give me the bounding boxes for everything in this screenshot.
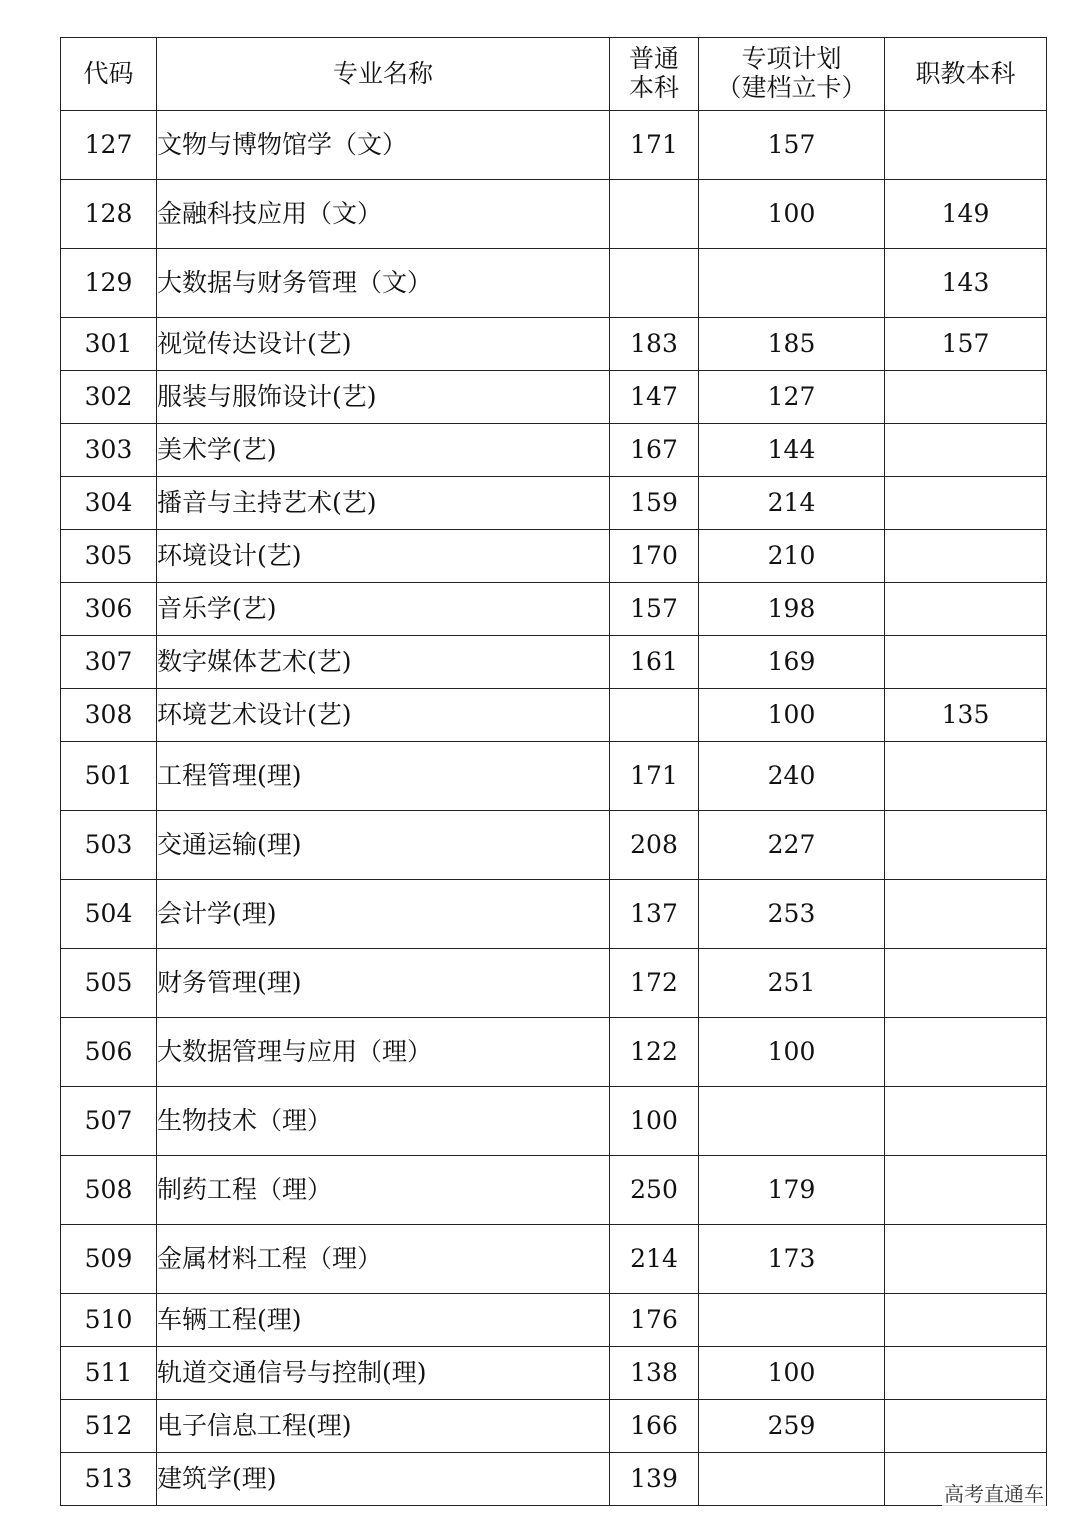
cell-name: 视觉传达设计(艺) xyxy=(157,318,610,371)
table-row xyxy=(61,880,1047,949)
cell-regular xyxy=(610,689,699,742)
cell-regular: 122 xyxy=(610,1018,699,1087)
cell-name: 工程管理(理) xyxy=(157,742,610,811)
cell-regular: 170 xyxy=(610,530,699,583)
header-special-line1: 专项计划 xyxy=(741,44,842,74)
cell-regular: 100 xyxy=(610,1087,699,1156)
cell-special: 179 xyxy=(699,1156,885,1225)
cell-special: 169 xyxy=(699,636,885,689)
table-row xyxy=(61,689,1047,742)
cell-vocational: 135 xyxy=(885,689,1047,742)
cell-special: 100 xyxy=(699,1347,885,1400)
cell-regular xyxy=(610,249,699,318)
cell-regular: 171 xyxy=(610,742,699,811)
cell-vocational xyxy=(885,477,1047,530)
cell-vocational xyxy=(885,111,1047,180)
cell-regular: 171 xyxy=(610,111,699,180)
table-row xyxy=(61,583,1047,636)
cell-code: 513 xyxy=(61,1453,157,1506)
cell-vocational: 157 xyxy=(885,318,1047,371)
cell-code: 505 xyxy=(61,949,157,1018)
header-special xyxy=(699,38,885,111)
header-regular xyxy=(610,38,699,111)
cell-name: 财务管理(理) xyxy=(157,949,610,1018)
table-row xyxy=(61,111,1047,180)
cell-regular: 172 xyxy=(610,949,699,1018)
cell-regular: 208 xyxy=(610,811,699,880)
cell-special: 100 xyxy=(699,180,885,249)
table-row xyxy=(61,530,1047,583)
cell-name: 环境艺术设计(艺) xyxy=(157,689,610,742)
cell-name: 服装与服饰设计(艺) xyxy=(157,371,610,424)
table-row xyxy=(61,318,1047,371)
cell-vocational xyxy=(885,371,1047,424)
table-row xyxy=(61,1225,1047,1294)
cell-special xyxy=(699,249,885,318)
cell-vocational xyxy=(885,1225,1047,1294)
table-row xyxy=(61,1347,1047,1400)
cell-name: 生物技术（理） xyxy=(157,1087,610,1156)
cell-special: 100 xyxy=(699,1018,885,1087)
cell-code: 509 xyxy=(61,1225,157,1294)
cell-special: 127 xyxy=(699,371,885,424)
cell-regular: 214 xyxy=(610,1225,699,1294)
cell-special: 198 xyxy=(699,583,885,636)
header-regular-line2: 本科 xyxy=(628,73,679,102)
cell-special xyxy=(699,1453,885,1506)
cell-regular: 167 xyxy=(610,424,699,477)
score-table xyxy=(60,37,1047,1506)
cell-name: 大数据管理与应用（理） xyxy=(157,1018,610,1087)
cell-name: 数字媒体艺术(艺) xyxy=(157,636,610,689)
cell-vocational xyxy=(885,811,1047,880)
table-row xyxy=(61,1294,1047,1347)
cell-regular: 138 xyxy=(610,1347,699,1400)
cell-code: 302 xyxy=(61,371,157,424)
cell-vocational xyxy=(885,1018,1047,1087)
cell-name: 建筑学(理) xyxy=(157,1453,610,1506)
table-row xyxy=(61,742,1047,811)
cell-special: 251 xyxy=(699,949,885,1018)
cell-vocational xyxy=(885,1294,1047,1347)
cell-code: 304 xyxy=(61,477,157,530)
cell-special: 259 xyxy=(699,1400,885,1453)
cell-name: 交通运输(理) xyxy=(157,811,610,880)
cell-code: 501 xyxy=(61,742,157,811)
cell-regular xyxy=(610,180,699,249)
cell-name: 电子信息工程(理) xyxy=(157,1400,610,1453)
cell-code: 512 xyxy=(61,1400,157,1453)
header-vocational: 职教本科 xyxy=(885,38,1047,111)
cell-vocational xyxy=(885,949,1047,1018)
cell-vocational xyxy=(885,530,1047,583)
cell-name: 车辆工程(理) xyxy=(157,1294,610,1347)
header-code: 代码 xyxy=(61,38,157,111)
table-row xyxy=(61,949,1047,1018)
table-row xyxy=(61,371,1047,424)
cell-regular: 157 xyxy=(610,583,699,636)
cell-code: 305 xyxy=(61,530,157,583)
cell-name: 轨道交通信号与控制(理) xyxy=(157,1347,610,1400)
cell-vocational: 149 xyxy=(885,180,1047,249)
cell-name: 音乐学(艺) xyxy=(157,583,610,636)
cell-regular: 147 xyxy=(610,371,699,424)
table-row xyxy=(61,1400,1047,1453)
cell-name: 制药工程（理） xyxy=(157,1156,610,1225)
cell-code: 128 xyxy=(61,180,157,249)
cell-code: 307 xyxy=(61,636,157,689)
cell-code: 308 xyxy=(61,689,157,742)
cell-vocational xyxy=(885,1347,1047,1400)
cell-code: 127 xyxy=(61,111,157,180)
cell-special: 100 xyxy=(699,689,885,742)
table-body xyxy=(61,111,1047,1506)
cell-special xyxy=(699,1294,885,1347)
cell-special: 144 xyxy=(699,424,885,477)
cell-code: 504 xyxy=(61,880,157,949)
cell-special: 210 xyxy=(699,530,885,583)
cell-vocational: 143 xyxy=(885,249,1047,318)
cell-vocational xyxy=(885,1156,1047,1225)
cell-special: 240 xyxy=(699,742,885,811)
table-row xyxy=(61,636,1047,689)
cell-vocational xyxy=(885,1087,1047,1156)
cell-regular: 159 xyxy=(610,477,699,530)
cell-regular: 176 xyxy=(610,1294,699,1347)
cell-special: 227 xyxy=(699,811,885,880)
cell-regular: 183 xyxy=(610,318,699,371)
cell-special xyxy=(699,1087,885,1156)
table-row xyxy=(61,1156,1047,1225)
cell-code: 129 xyxy=(61,249,157,318)
cell-code: 506 xyxy=(61,1018,157,1087)
cell-name: 会计学(理) xyxy=(157,880,610,949)
cell-code: 508 xyxy=(61,1156,157,1225)
cell-vocational xyxy=(885,1400,1047,1453)
cell-code: 511 xyxy=(61,1347,157,1400)
cell-code: 503 xyxy=(61,811,157,880)
header-special-line2: （建档立卡） xyxy=(716,73,867,102)
cell-special: 253 xyxy=(699,880,885,949)
cell-regular: 137 xyxy=(610,880,699,949)
cell-code: 303 xyxy=(61,424,157,477)
cell-vocational xyxy=(885,636,1047,689)
watermark-text: 高考直通车 xyxy=(942,1478,1046,1507)
table-row xyxy=(61,424,1047,477)
cell-regular: 250 xyxy=(610,1156,699,1225)
cell-name: 金属材料工程（理） xyxy=(157,1225,610,1294)
table-row xyxy=(61,811,1047,880)
cell-regular: 166 xyxy=(610,1400,699,1453)
cell-name: 美术学(艺) xyxy=(157,424,610,477)
cell-vocational xyxy=(885,424,1047,477)
cell-special: 157 xyxy=(699,111,885,180)
cell-name: 金融科技应用（文） xyxy=(157,180,610,249)
cell-name: 大数据与财务管理（文） xyxy=(157,249,610,318)
cell-special: 214 xyxy=(699,477,885,530)
cell-code: 301 xyxy=(61,318,157,371)
cell-vocational xyxy=(885,742,1047,811)
cell-code: 306 xyxy=(61,583,157,636)
cell-vocational xyxy=(885,880,1047,949)
table-row xyxy=(61,1087,1047,1156)
cell-vocational xyxy=(885,583,1047,636)
cell-name: 环境设计(艺) xyxy=(157,530,610,583)
header-row xyxy=(61,38,1047,111)
header-regular-line1: 普通 xyxy=(628,44,679,74)
table-row xyxy=(61,1453,1047,1506)
cell-special: 173 xyxy=(699,1225,885,1294)
cell-code: 507 xyxy=(61,1087,157,1156)
cell-regular: 139 xyxy=(610,1453,699,1506)
cell-name: 播音与主持艺术(艺) xyxy=(157,477,610,530)
cell-name: 文物与博物馆学（文） xyxy=(157,111,610,180)
cell-special: 185 xyxy=(699,318,885,371)
header-name: 专业名称 xyxy=(157,38,610,111)
table-row xyxy=(61,180,1047,249)
cell-code: 510 xyxy=(61,1294,157,1347)
cell-regular: 161 xyxy=(610,636,699,689)
table-row xyxy=(61,249,1047,318)
table-row xyxy=(61,1018,1047,1087)
table-row xyxy=(61,477,1047,530)
